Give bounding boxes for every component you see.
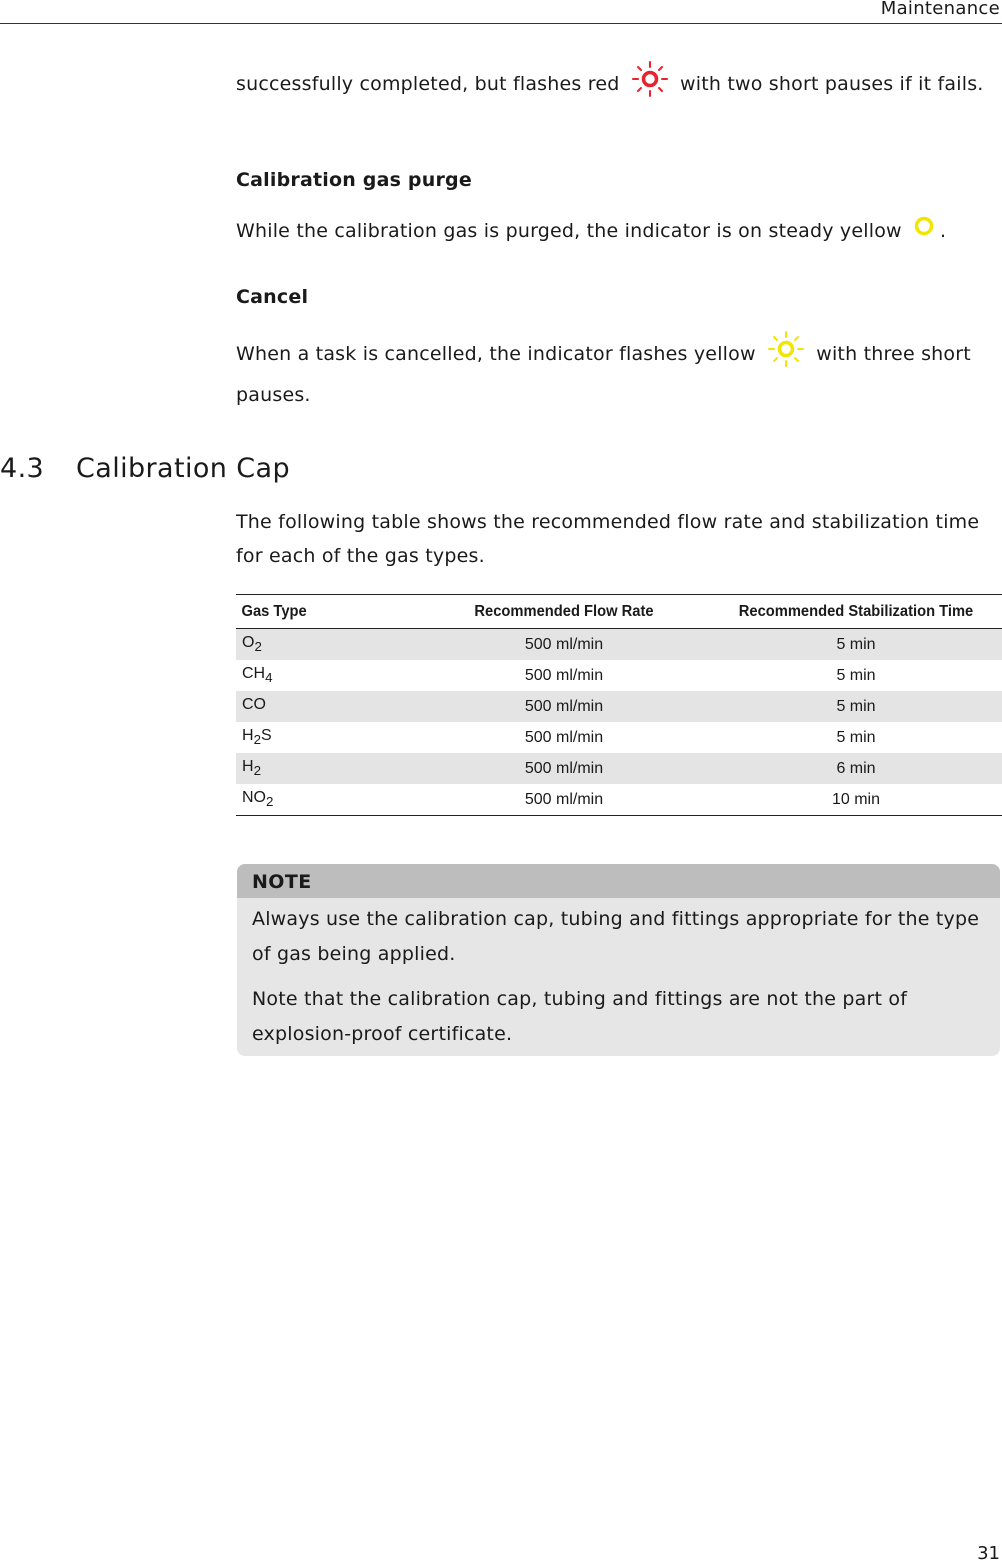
gas-cell (236, 753, 418, 784)
gas-subscript: 2 (253, 732, 261, 748)
header-gas-type: Gas Type (236, 595, 403, 629)
time-cell: 5 min (710, 629, 1002, 661)
time-cell: 6 min (710, 753, 1002, 784)
note-label: NOTE (237, 864, 1000, 898)
cancel-text-end: with three short pauses. (236, 343, 971, 406)
gas-subscript: 2 (254, 639, 262, 655)
time-cell: 10 min (710, 784, 1002, 816)
gas-subscript: 2 (266, 794, 274, 810)
header-stabilization-time: Recommended Stabilization Time (722, 595, 991, 629)
purge-text-end: . (940, 220, 947, 242)
section-paragraph: The following table shows the recommended flow rate and stabilization time for each of the gas types. (236, 511, 980, 567)
section-heading (0, 453, 290, 484)
time-cell: 5 min (836, 666, 876, 684)
gas-formula: H (242, 758, 254, 776)
gas-subscript: 4 (265, 670, 273, 686)
table-row (236, 629, 1002, 661)
flow-cell: 500 ml/min (418, 629, 710, 661)
gas-formula-tail: S (260, 727, 272, 745)
flow-cell: 500 ml/min (418, 753, 710, 784)
flashing-yellow-led-icon (766, 331, 806, 378)
gas-formula: CH (242, 665, 266, 683)
page-number: 31 (977, 1543, 1000, 1564)
flow-cell: 500 ml/min (524, 666, 604, 684)
gas-formula: CO (242, 696, 266, 714)
note-box (237, 864, 1000, 1056)
flow-cell: 500 ml/min (418, 784, 710, 816)
flow-cell: 500 ml/min (418, 691, 710, 722)
flow-rate-table (236, 594, 1002, 816)
section-number: 4.3 (0, 453, 45, 484)
purge-text: While the calibration gas is purged, the indicator is on steady yellow (236, 220, 902, 242)
time-cell: 5 min (836, 728, 876, 746)
flashing-red-led-icon (630, 61, 670, 108)
table-row (236, 784, 1002, 816)
table-row (236, 753, 1002, 784)
gas-cell (236, 629, 418, 661)
table-header-row (236, 595, 1002, 629)
header-divider (0, 23, 1002, 24)
table-row (236, 691, 1002, 722)
note-text-1: Always use the calibration cap, tubing and fittings appropriate for the type of gas being applied. (252, 908, 980, 965)
gas-formula: NO (242, 789, 266, 807)
gas-cell (236, 784, 418, 816)
gas-subscript: 2 (253, 763, 261, 779)
calibration-gas-purge-paragraph (236, 214, 996, 249)
table-row (236, 660, 1002, 691)
time-cell: 5 min (710, 691, 1002, 722)
gas-cell (236, 691, 418, 722)
running-header: Maintenance (880, 0, 1000, 19)
intro-text-start: successfully completed, but flashes red (236, 73, 620, 95)
gas-cell (236, 660, 418, 691)
note-text-2: Note that the calibration cap, tubing and fittings are not the part of explosion-proof certificate. (252, 988, 908, 1045)
table-row (236, 722, 1002, 753)
cancel-heading: Cancel (236, 286, 309, 308)
header-flow-rate: Recommended Flow Rate (430, 595, 699, 629)
cancel-paragraph (236, 331, 976, 412)
steady-yellow-led-icon (912, 214, 936, 249)
gas-cell (236, 722, 418, 753)
gas-formula: O (242, 634, 255, 652)
cancel-text-start: When a task is cancelled, the indicator flashes yellow (236, 343, 756, 365)
intro-text-end: with two short pauses if it fails. (680, 73, 984, 95)
section-title: Calibration Cap (76, 453, 291, 484)
intro-paragraph (236, 61, 996, 108)
flow-cell: 500 ml/min (524, 728, 604, 746)
gas-formula: H (242, 727, 254, 745)
calibration-gas-purge-heading: Calibration gas purge (236, 169, 472, 191)
